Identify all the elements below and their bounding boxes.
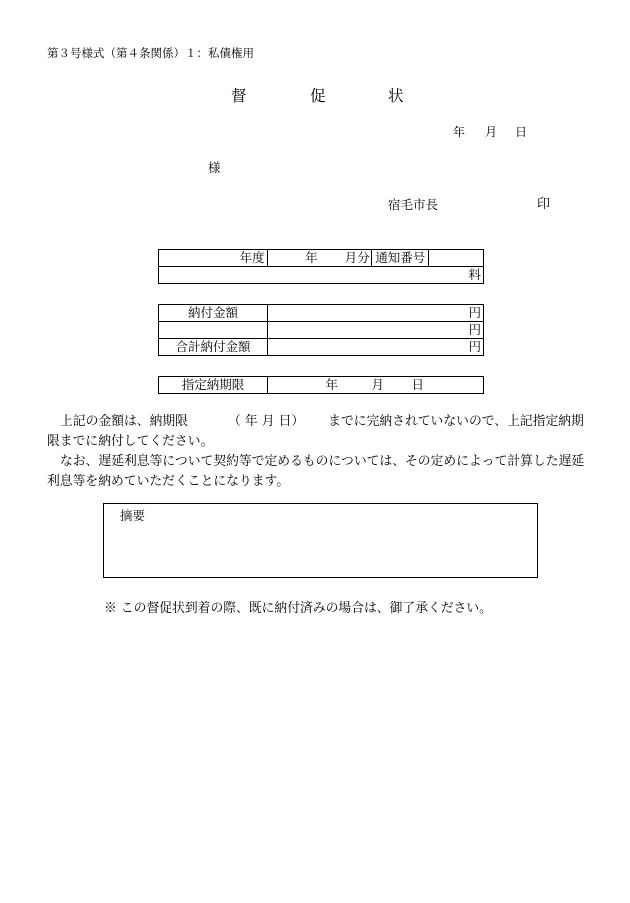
fee-type-cell: 料 xyxy=(159,267,484,284)
body-p1-part1: 上記の金額は、納期限 xyxy=(60,414,188,429)
amount-label: 納付金額 xyxy=(159,305,268,322)
amount-value: 円 xyxy=(268,322,484,339)
issue-date-day: 日 xyxy=(515,125,528,139)
deadline-year: 年 xyxy=(325,377,338,392)
memo-box xyxy=(103,503,538,578)
amount-value: 円 xyxy=(268,339,484,356)
body-paragraph-1 xyxy=(47,412,592,452)
deadline-table xyxy=(158,376,484,394)
body-paragraph-2: なお、遅延利息等について契約等で定めるものについては、その定めによって計算した遅延利息等を納めていただくことになります。 xyxy=(47,454,585,489)
addressee-suffix: 様 xyxy=(208,160,221,175)
notice-number-value xyxy=(429,250,484,267)
title-char-1: 督 xyxy=(231,87,247,105)
issue-date-month: 月 xyxy=(485,125,498,139)
memo-label: 摘要 xyxy=(120,508,146,523)
fee-month-portion-label: 月分 xyxy=(344,250,370,265)
amount-row xyxy=(159,305,484,322)
seal-mark: 印 xyxy=(537,197,551,212)
amount-label xyxy=(159,322,268,339)
amount-row xyxy=(159,339,484,356)
fee-table xyxy=(158,249,484,284)
fee-year-label: 年 xyxy=(305,250,318,265)
fiscal-year-cell: 年度 xyxy=(159,250,268,267)
issue-date-year: 年 xyxy=(453,125,466,139)
body-p1-date: （ 年 月 日） xyxy=(227,414,305,429)
amount-label: 合計納付金額 xyxy=(159,339,268,356)
amount-table xyxy=(158,304,484,356)
amount-row xyxy=(159,322,484,339)
amount-value: 円 xyxy=(268,305,484,322)
notice-number-label: 通知番号 xyxy=(372,250,429,267)
form-number: 第３号様式（第４条関係）１：私債権用 xyxy=(47,46,254,60)
issuer-name: 宿毛市長 xyxy=(388,197,439,212)
footer-note: ※ この督促状到着の際、既に納付済みの場合は、御了承ください。 xyxy=(104,601,492,616)
deadline-date xyxy=(268,377,484,394)
month-portion-cell xyxy=(267,250,372,267)
title-char-2: 促 xyxy=(310,87,326,105)
body-p1-part2: までに完納されていないので、上記指定納期限までに納付してください。 xyxy=(47,414,584,449)
deadline-month: 月 xyxy=(371,377,384,392)
title-char-3: 状 xyxy=(388,87,404,105)
deadline-day: 日 xyxy=(411,377,424,392)
deadline-label: 指定納期限 xyxy=(159,377,268,394)
